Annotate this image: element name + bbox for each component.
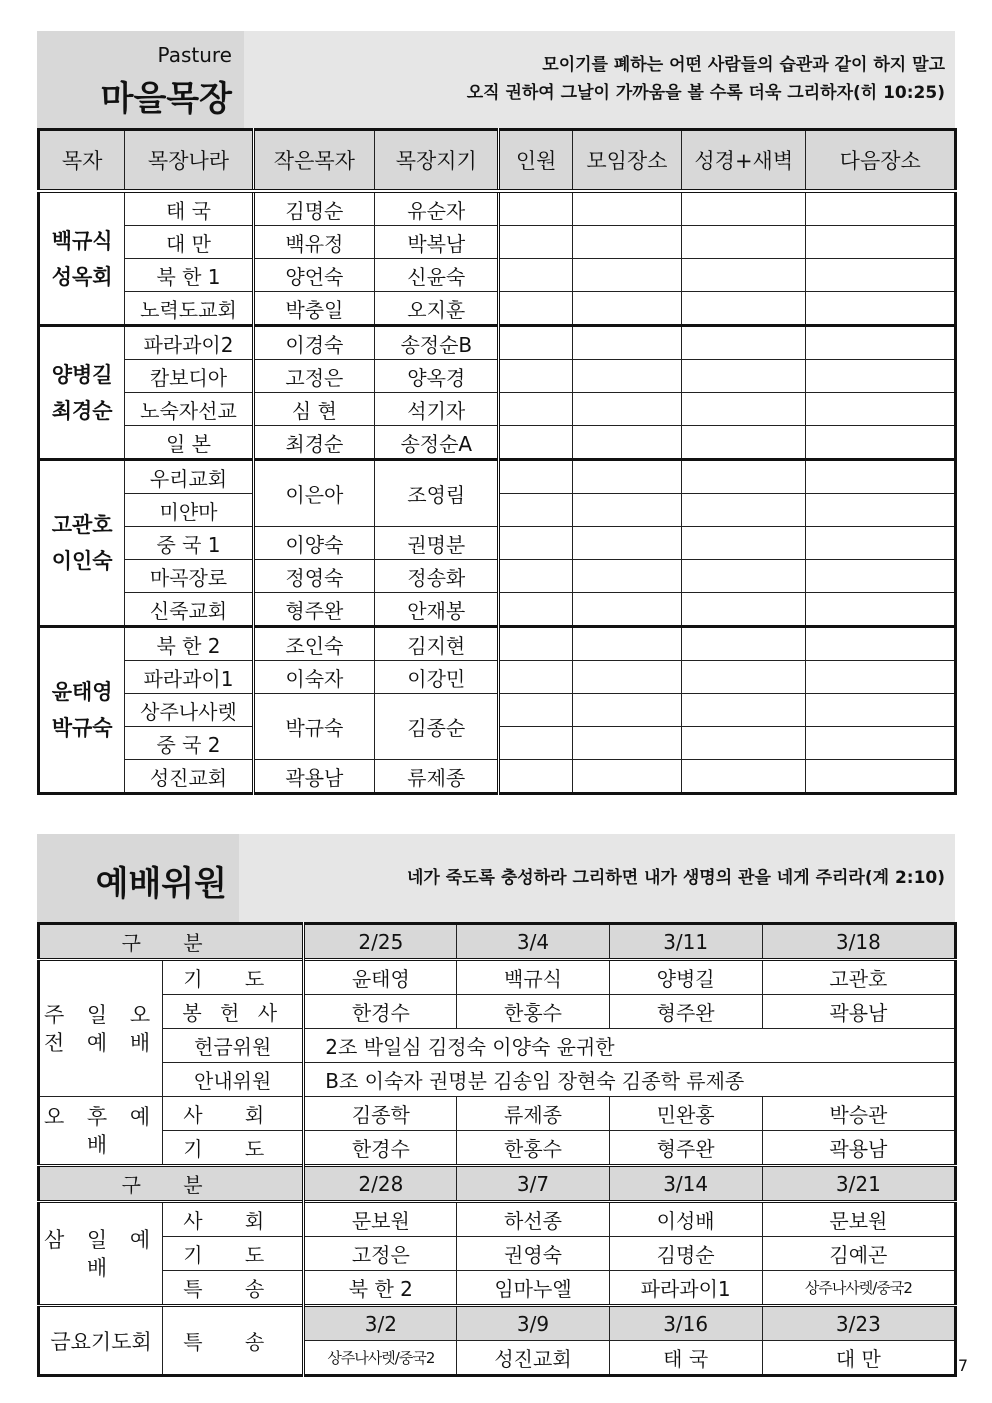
nara-cell: 대 만 [125, 226, 253, 259]
next-cell[interactable] [806, 560, 956, 593]
header-mokja: 목자 [39, 130, 125, 192]
header-nara: 목장나라 [125, 130, 253, 192]
table-row [39, 560, 956, 593]
name-cell: 형주완 [609, 995, 762, 1029]
nara-cell: 상주나사렛 [125, 694, 253, 727]
bible-cell[interactable] [682, 527, 806, 560]
small-cell: 곽용남 [253, 760, 374, 794]
date-cell: 3/18 [762, 924, 955, 960]
name-cell: 대 만 [762, 1341, 955, 1376]
wed-prayer-row [39, 1237, 956, 1271]
mokja-cell: 윤태영 박규숙 [39, 627, 125, 794]
count-cell[interactable] [499, 760, 572, 794]
date-cell: 3/11 [609, 924, 762, 960]
table-row [39, 627, 956, 661]
bible-cell[interactable] [682, 727, 806, 760]
place-cell[interactable] [572, 326, 681, 360]
worship-title: 예배위원 [95, 864, 227, 904]
pasture-verse [467, 51, 945, 107]
table-row [39, 226, 956, 259]
count-cell[interactable] [499, 494, 572, 527]
name-cell: 성진교회 [457, 1341, 609, 1376]
small-cell: 이숙자 [253, 661, 374, 694]
table-row [39, 760, 956, 794]
table-row [39, 191, 956, 226]
nara-cell: 파라과이2 [125, 326, 253, 360]
header-count: 인원 [499, 130, 572, 192]
keeper-cell: 송정순B [375, 326, 499, 360]
keeper-cell: 조영림 [375, 460, 499, 527]
count-cell[interactable] [499, 527, 572, 560]
role-cell: 안내위원 [163, 1063, 304, 1097]
small-cell: 고정은 [253, 360, 374, 393]
bible-cell[interactable] [682, 426, 806, 460]
bible-cell[interactable] [682, 393, 806, 426]
worship-banner [37, 834, 955, 922]
wed-label: 삼 일 예 배 [39, 1202, 163, 1306]
next-cell[interactable] [806, 259, 956, 292]
date-cell: 3/9 [457, 1306, 609, 1341]
nara-cell: 성진교회 [125, 760, 253, 794]
bible-cell[interactable] [682, 593, 806, 627]
role-cell: 특 송 [163, 1271, 304, 1306]
name-cell: 파라과이1 [609, 1271, 762, 1306]
place-cell[interactable] [572, 560, 681, 593]
next-cell[interactable] [806, 360, 956, 393]
name-cell: 한경수 [304, 995, 457, 1029]
next-cell[interactable] [806, 593, 956, 627]
keeper-cell: 박복남 [375, 226, 499, 259]
next-cell[interactable] [806, 191, 956, 226]
place-cell[interactable] [572, 727, 681, 760]
date-cell: 3/14 [609, 1166, 762, 1202]
fri-date-row [39, 1306, 956, 1341]
next-cell[interactable] [806, 727, 956, 760]
small-cell: 김명순 [253, 191, 374, 226]
keeper-cell: 신윤숙 [375, 259, 499, 292]
name-cell: 민완홍 [609, 1097, 762, 1131]
count-cell[interactable] [499, 560, 572, 593]
place-cell[interactable] [572, 694, 681, 727]
count-cell[interactable] [499, 326, 572, 360]
next-cell[interactable] [806, 694, 956, 727]
nara-cell: 일 본 [125, 426, 253, 460]
count-cell[interactable] [499, 727, 572, 760]
table-row [39, 460, 956, 494]
name-cell: 백규식 [457, 960, 609, 995]
sunday-header-row [39, 924, 956, 960]
place-cell[interactable] [572, 226, 681, 259]
name-cell: 윤태영 [304, 960, 457, 995]
keeper-cell: 석기자 [375, 393, 499, 426]
name-cell: 권영숙 [457, 1237, 609, 1271]
keeper-cell: 김지현 [375, 627, 499, 661]
count-cell[interactable] [499, 226, 572, 259]
bible-cell[interactable] [682, 560, 806, 593]
place-cell[interactable] [572, 360, 681, 393]
date-cell: 2/28 [304, 1166, 457, 1202]
name-cell: 한홍수 [457, 1131, 609, 1166]
small-cell: 백유정 [253, 226, 374, 259]
name-cell: 임마누엘 [457, 1271, 609, 1306]
keeper-cell: 정송화 [375, 560, 499, 593]
role-cell: 기 도 [163, 960, 304, 995]
count-cell[interactable] [499, 393, 572, 426]
next-cell[interactable] [806, 426, 956, 460]
name-cell: 곽용남 [762, 995, 955, 1029]
date-cell: 3/2 [304, 1306, 457, 1341]
small-cell: 이은아 [253, 460, 374, 527]
name-cell: 한홍수 [457, 995, 609, 1029]
small-cell: 심 현 [253, 393, 374, 426]
table-row [39, 527, 956, 560]
place-cell[interactable] [572, 627, 681, 661]
role-cell: 헌금위원 [163, 1029, 304, 1063]
am-prayer-row [39, 960, 956, 995]
table-row [39, 259, 956, 292]
place-cell[interactable] [572, 527, 681, 560]
date-cell: 3/16 [609, 1306, 762, 1341]
place-cell[interactable] [572, 426, 681, 460]
bible-cell[interactable] [682, 661, 806, 694]
pasture-banner [37, 31, 955, 128]
role-cell: 사 회 [163, 1202, 304, 1237]
table-row [39, 360, 956, 393]
keeper-cell: 류제종 [375, 760, 499, 794]
money-row [39, 1029, 956, 1063]
date-cell: 2/25 [304, 924, 457, 960]
pasture-title: 마을목장 [100, 79, 232, 119]
nara-cell: 중 국 1 [125, 527, 253, 560]
keeper-cell: 유순자 [375, 191, 499, 226]
table-row [39, 426, 956, 460]
nara-cell: 북 한 2 [125, 627, 253, 661]
count-cell[interactable] [499, 627, 572, 661]
nara-cell: 중 국 2 [125, 727, 253, 760]
name-cell: 박승관 [762, 1097, 955, 1131]
name-cell: 김종학 [304, 1097, 457, 1131]
place-cell[interactable] [572, 460, 681, 494]
verse-line-2: 오직 권하여 그날이 가까움을 볼 수록 더욱 그리하자(히 10:25) [466, 83, 945, 103]
name-cell: 고관호 [762, 960, 955, 995]
bible-cell[interactable] [682, 627, 806, 661]
place-cell[interactable] [572, 259, 681, 292]
nara-cell: 우리교회 [125, 460, 253, 494]
sunday-am-label: 주 일 오 전 예 배 [39, 960, 163, 1097]
bible-cell[interactable] [682, 191, 806, 226]
bible-cell[interactable] [682, 694, 806, 727]
mokja-cell: 백규식 성옥회 [39, 191, 125, 326]
bible-cell[interactable] [682, 460, 806, 494]
count-cell[interactable] [499, 460, 572, 494]
place-cell[interactable] [572, 661, 681, 694]
name-cell: 문보원 [304, 1202, 457, 1237]
wed-header-row [39, 1166, 956, 1202]
keeper-cell: 이강민 [375, 661, 499, 694]
fri-label: 금요기도회 [39, 1306, 163, 1376]
header-bible: 성경+새벽 [682, 130, 806, 192]
small-cell: 박충일 [253, 292, 374, 326]
next-cell[interactable] [806, 661, 956, 694]
pm-label: 오 후 예 배 [39, 1097, 163, 1166]
place-cell[interactable] [572, 593, 681, 627]
mokja-cell: 양병길 최경순 [39, 326, 125, 460]
worship-table [37, 922, 957, 1377]
nara-cell: 신죽교회 [125, 593, 253, 627]
keeper-cell: 안재봉 [375, 593, 499, 627]
pasture-subtitle: Pasture [157, 43, 232, 67]
date-cell: 3/21 [762, 1166, 955, 1202]
role-cell: 기 도 [163, 1237, 304, 1271]
small-cell: 정영숙 [253, 560, 374, 593]
nara-cell: 노숙자선교 [125, 393, 253, 426]
page-number: 7 [957, 1356, 968, 1375]
bible-cell[interactable] [682, 760, 806, 794]
name-cell: 태 국 [609, 1341, 762, 1376]
table-row [39, 661, 956, 694]
table-row [39, 694, 956, 727]
bible-cell[interactable] [682, 259, 806, 292]
usher-text: B조 이숙자 권명분 김송임 장현숙 김종학 류제종 [304, 1063, 956, 1097]
pm-host-row [39, 1097, 956, 1131]
mokja-cell: 고관호 이인숙 [39, 460, 125, 627]
count-cell[interactable] [499, 661, 572, 694]
name-cell: 상주나사렛/중국2 [762, 1271, 955, 1306]
nara-cell: 태 국 [125, 191, 253, 226]
small-cell: 조인숙 [253, 627, 374, 661]
name-cell: 상주나사렛/중국2 [304, 1341, 457, 1376]
place-cell[interactable] [572, 494, 681, 527]
count-cell[interactable] [499, 259, 572, 292]
table-row [39, 292, 956, 326]
keeper-cell: 양옥경 [375, 360, 499, 393]
count-cell[interactable] [499, 191, 572, 226]
next-cell[interactable] [806, 292, 956, 326]
date-cell: 3/4 [457, 924, 609, 960]
name-cell: 형주완 [609, 1131, 762, 1166]
table-row [39, 393, 956, 426]
nara-cell: 북 한 1 [125, 259, 253, 292]
date-cell: 3/23 [762, 1306, 955, 1341]
count-cell[interactable] [499, 292, 572, 326]
keeper-cell: 송정순A [375, 426, 499, 460]
bible-cell[interactable] [682, 326, 806, 360]
small-cell: 최경순 [253, 426, 374, 460]
verse-line-1: 모이기를 폐하는 어떤 사람들의 습관과 같이 하지 말고 [542, 55, 945, 75]
pasture-title-box [37, 31, 244, 128]
gubun-cell: 구 분 [39, 1166, 304, 1202]
count-cell[interactable] [499, 360, 572, 393]
small-cell: 형주완 [253, 593, 374, 627]
next-cell[interactable] [806, 393, 956, 426]
name-cell: 하선종 [457, 1202, 609, 1237]
header-place: 모임장소 [572, 130, 681, 192]
role-cell: 사 회 [163, 1097, 304, 1131]
next-cell[interactable] [806, 627, 956, 661]
place-cell[interactable] [572, 292, 681, 326]
name-cell: 북 한 2 [304, 1271, 457, 1306]
header-small: 작은목자 [253, 130, 374, 192]
small-cell: 이양숙 [253, 527, 374, 560]
name-cell: 류제종 [457, 1097, 609, 1131]
small-cell: 박규숙 [253, 694, 374, 760]
pm-prayer-row [39, 1131, 956, 1166]
place-cell[interactable] [572, 393, 681, 426]
name-cell: 한경수 [304, 1131, 457, 1166]
usher-row [39, 1063, 956, 1097]
name-cell: 이성배 [609, 1202, 762, 1237]
count-cell[interactable] [499, 426, 572, 460]
worship-title-box [37, 834, 239, 922]
name-cell: 곽용남 [762, 1131, 955, 1166]
next-cell[interactable] [806, 226, 956, 259]
date-cell: 3/7 [457, 1166, 609, 1202]
role-cell: 봉 헌 사 [163, 995, 304, 1029]
bible-cell[interactable] [682, 360, 806, 393]
bible-cell[interactable] [682, 494, 806, 527]
am-offering-row [39, 995, 956, 1029]
nara-cell: 캄보디아 [125, 360, 253, 393]
keeper-cell: 권명분 [375, 527, 499, 560]
bible-cell[interactable] [682, 292, 806, 326]
table-row [39, 326, 956, 360]
pasture-table [37, 128, 957, 795]
nara-cell: 파라과이1 [125, 661, 253, 694]
keeper-cell: 오지훈 [375, 292, 499, 326]
count-cell[interactable] [499, 694, 572, 727]
name-cell: 김예곤 [762, 1237, 955, 1271]
small-cell: 양언숙 [253, 259, 374, 292]
wed-special-row [39, 1271, 956, 1306]
money-text: 2조 박일심 김정숙 이양숙 윤귀한 [304, 1029, 956, 1063]
nara-cell: 미얀마 [125, 494, 253, 527]
wed-host-row [39, 1202, 956, 1237]
next-cell[interactable] [806, 460, 956, 494]
nara-cell: 마곡장로 [125, 560, 253, 593]
nara-cell: 노력도교회 [125, 292, 253, 326]
place-cell[interactable] [572, 191, 681, 226]
header-keeper: 목장지기 [375, 130, 499, 192]
name-cell: 고정은 [304, 1237, 457, 1271]
small-cell: 이경숙 [253, 326, 374, 360]
header-next: 다음장소 [806, 130, 956, 192]
next-cell[interactable] [806, 527, 956, 560]
pasture-header-row [39, 130, 956, 192]
bible-cell[interactable] [682, 226, 806, 259]
name-cell: 문보원 [762, 1202, 955, 1237]
name-cell: 김명순 [609, 1237, 762, 1271]
next-cell[interactable] [806, 760, 956, 794]
name-cell: 양병길 [609, 960, 762, 995]
worship-verse: 네가 죽도록 충성하라 그리하면 내가 생명의 관을 네게 주리라(계 2:10) [406, 868, 945, 888]
gubun-cell: 구 분 [39, 924, 304, 960]
count-cell[interactable] [499, 593, 572, 627]
next-cell[interactable] [806, 326, 956, 360]
next-cell[interactable] [806, 494, 956, 527]
place-cell[interactable] [572, 760, 681, 794]
role-cell: 기 도 [163, 1131, 304, 1166]
keeper-cell: 김종순 [375, 694, 499, 760]
table-row [39, 593, 956, 627]
role-cell: 특 송 [163, 1306, 304, 1376]
